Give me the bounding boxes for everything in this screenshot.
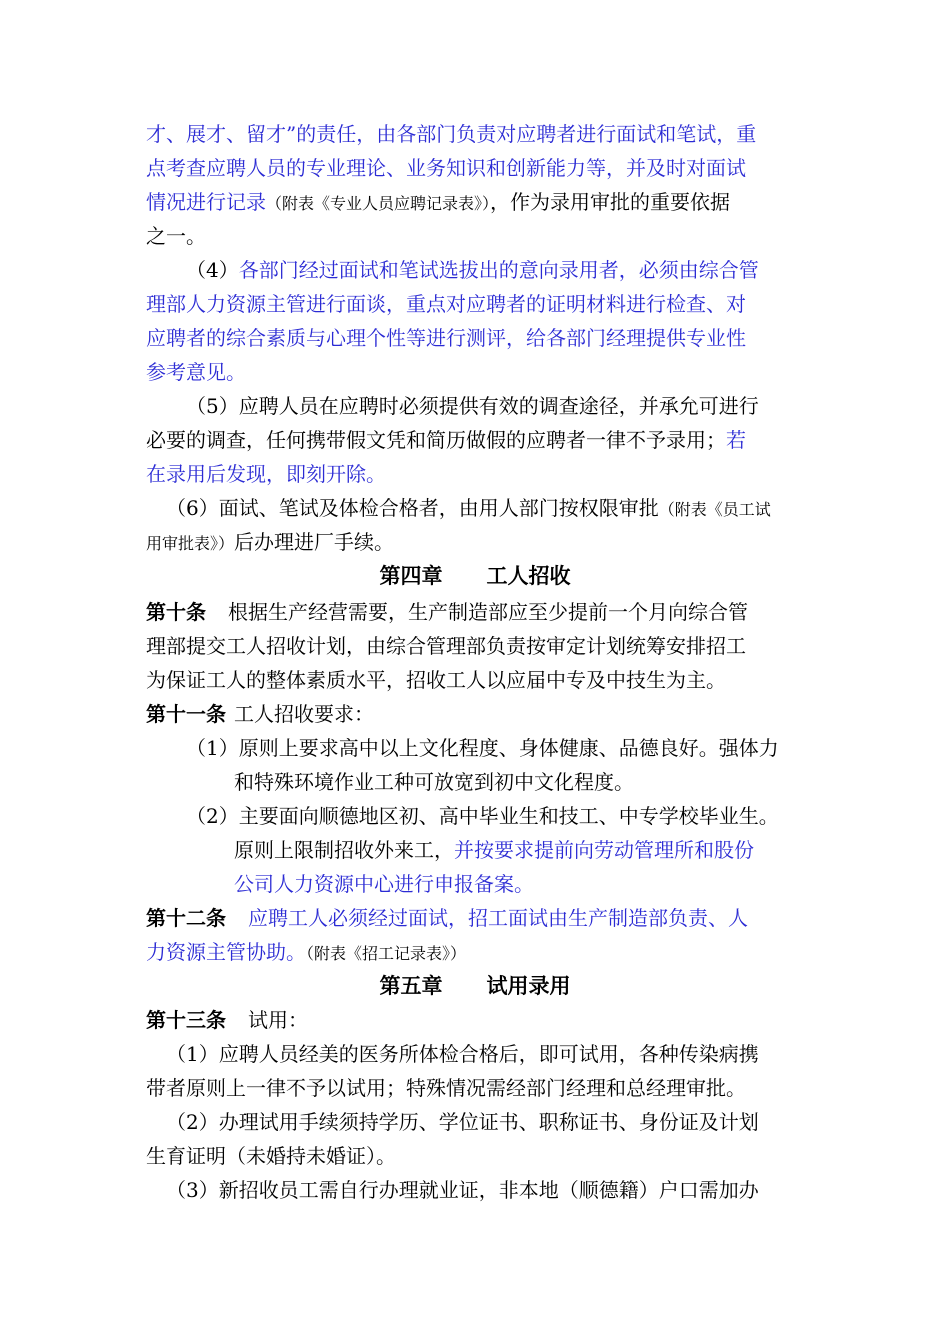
text-span: 根据生产经营需要，生产制造部应至少提前一个月向综合管 [228, 600, 748, 624]
paragraph-line [146, 321, 816, 355]
text-span: 之一。 [146, 224, 206, 248]
text-span: （2）办理试用手续须持学历、学位证书、职称证书、身份证及计划 [166, 1110, 759, 1134]
list-item-line [234, 833, 816, 867]
article-label: 第十一条 [146, 702, 226, 726]
text-span: （5）应聘人员在应聘时必须提供有效的调查途径，并承允可进行 [186, 394, 759, 418]
list-item-line [146, 1071, 816, 1105]
list-item-line [146, 1139, 816, 1173]
article-label: 第十三条 [146, 1008, 226, 1032]
chapter-number: 第五章 [379, 973, 443, 998]
text-span: 试用： [248, 1008, 308, 1032]
paragraph-line [146, 287, 816, 321]
text-span: 生育证明（未婚持未婚证）。 [146, 1144, 396, 1168]
article-label: 第十条 [146, 600, 206, 624]
text-span: 后办理进厂手续。 [234, 530, 395, 554]
chapter-title: 试用录用 [486, 973, 571, 998]
text-span: 参考意见。 [146, 360, 246, 384]
article-line [146, 595, 816, 629]
text-span: 点考查应聘人员的专业理论、业务知识和创新能力等，并及时对面试 [146, 156, 746, 180]
paragraph-line [146, 219, 816, 253]
text-span: 带者原则上一律不予以试用；特殊情况需经部门经理和总经理审批。 [146, 1076, 746, 1100]
text-span: 理部人力资源主管进行面谈，重点对应聘者的证明材料进行检查、对 [146, 292, 746, 316]
form-reference: 用审批表》） [146, 534, 235, 553]
paragraph-line [146, 525, 816, 559]
text-span: 并按要求提前向劳动管理所和股份 [454, 838, 754, 862]
chapter-heading [0, 969, 950, 1003]
paragraph-line [146, 423, 816, 457]
paragraph-line [146, 935, 816, 969]
text-span: 理部提交工人招收计划，由综合管理部负责按审定计划统筹安排招工 [146, 634, 746, 658]
paragraph-line [186, 389, 816, 423]
list-item-line [166, 1037, 816, 1071]
list-item-line [186, 799, 816, 833]
paragraph-line [146, 117, 816, 151]
paragraph-line [146, 355, 816, 389]
text-span: 才、展才、留才”的责任，由各部门负责对应聘者进行面试和笔试，重 [146, 122, 757, 146]
article-line [146, 901, 816, 935]
list-item-line [234, 867, 816, 901]
paragraph-line [146, 185, 816, 219]
text-span: （1）原则上要求高中以上文化程度、身体健康、品德良好。强体力 [186, 736, 779, 760]
text-span: 力资源主管协助。 [146, 940, 306, 964]
paragraph-line [146, 457, 816, 491]
paragraph-line [186, 253, 816, 287]
paragraph-line [146, 629, 816, 663]
form-reference: （附表《员工试 [658, 500, 771, 519]
text-span: （2）主要面向顺德地区初、高中毕业生和技工、中专学校毕业生。 [186, 804, 779, 828]
paragraph-line [146, 663, 816, 697]
text-span: 为保证工人的整体素质水平，招收工人以应届中专及中技生为主。 [146, 668, 726, 692]
list-item-line [166, 1173, 816, 1207]
chapter-title: 工人招收 [486, 563, 571, 588]
chapter-number: 第四章 [379, 563, 443, 588]
text-span: 和特殊环境作业工种可放宽到初中文化程度。 [234, 770, 634, 794]
list-item-line [166, 1105, 816, 1139]
text-span: （1）应聘人员经美的医务所体检合格后，即可试用，各种传染病携 [166, 1042, 759, 1066]
chapter-heading [0, 559, 950, 593]
text-span: （3）新招收员工需自行办理就业证，非本地（顺德籍）户口需加办 [166, 1178, 759, 1202]
list-item-line [186, 731, 816, 765]
paragraph-line [146, 151, 816, 185]
form-reference: （附表《招工记录表》） [306, 944, 467, 963]
text-span: 各部门经过面试和笔试选拔出的意向录用者，必须由综合管 [238, 258, 759, 282]
list-item-line [234, 765, 816, 799]
item-number: （4） [186, 258, 239, 282]
text-span: ，作为录用审批的重要依据 [490, 190, 731, 214]
text-span: 应聘工人必须经过面试，招工面试由生产制造部负责、人 [248, 906, 748, 930]
text-span: 工人招收要求： [234, 702, 374, 726]
text-span: 在录用后发现，即刻开除。 [146, 462, 386, 486]
article-line [146, 697, 816, 731]
text-span: 原则上限制招收外来工， [234, 838, 454, 862]
text-span: 必要的调查，任何携带假文凭和简历做假的应聘者一律不予录用； [146, 428, 726, 452]
text-span: （6）面试、笔试及体检合格者，由用人部门按权限审批 [166, 496, 659, 520]
text-span: 情况进行记录 [146, 190, 266, 214]
text-span: 公司人力资源中心进行申报备案。 [234, 872, 534, 896]
text-span: 若 [726, 428, 746, 452]
text-span: 应聘者的综合素质与心理个性等进行测评，给各部门经理提供专业性 [146, 326, 746, 350]
form-reference: （附表《专业人员应聘记录表》） [266, 194, 491, 213]
article-label: 第十二条 [146, 906, 226, 930]
article-line [146, 1003, 816, 1037]
paragraph-line [166, 491, 816, 525]
